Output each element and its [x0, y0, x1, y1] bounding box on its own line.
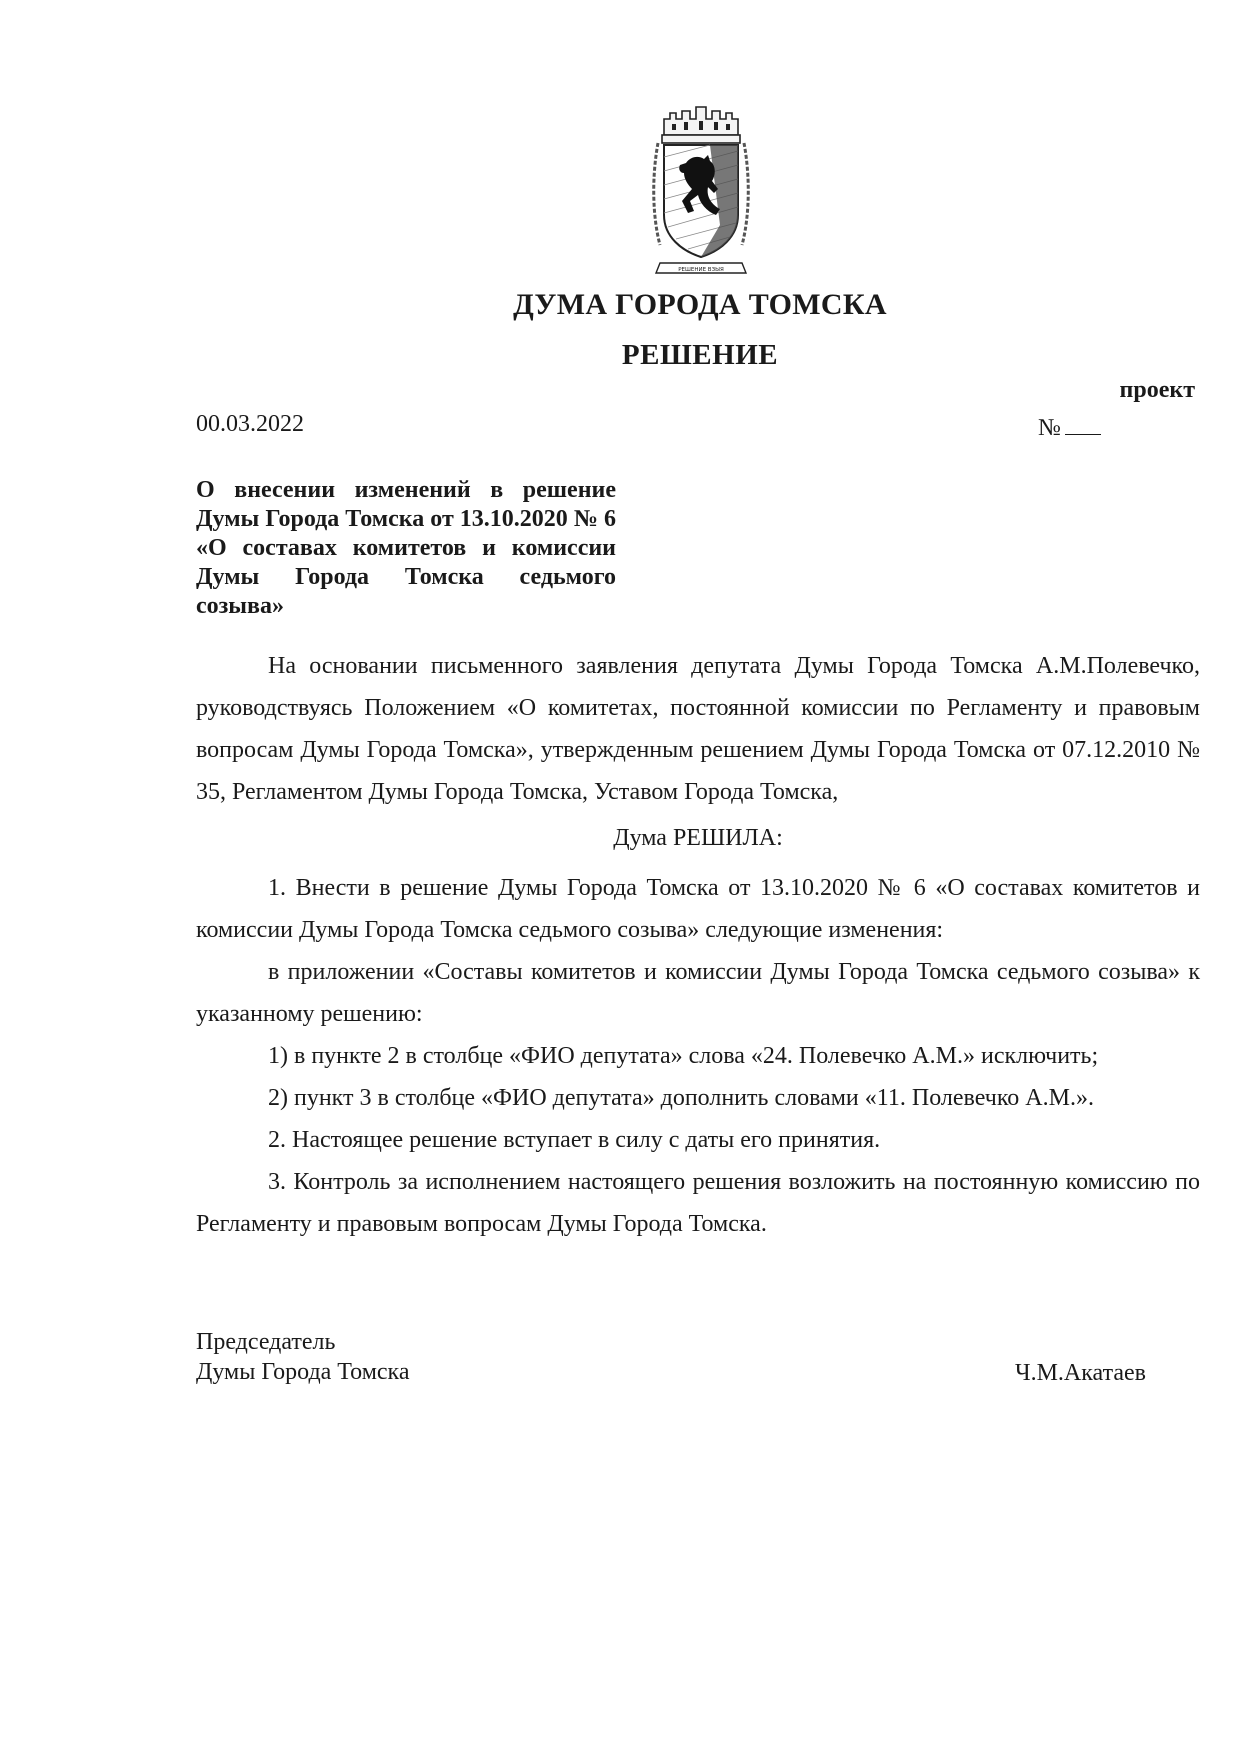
- signer-position-line-1: Председатель: [196, 1329, 336, 1355]
- item-1-sub-2-paragraph: 2) пункт 3 в столбце «ФИО депутата» дополнить словами «11. Полевечко А.М.».: [268, 1085, 1094, 1111]
- signer-position: [196, 1327, 410, 1387]
- resolved-heading: Дума РЕШИЛА:: [613, 825, 783, 851]
- signer-position-line-2: Думы Города Томска: [196, 1359, 410, 1385]
- item-1-intro-paragraph: в приложении «Составы комитетов и комиссии Думы Города Томска седьмого созыва» к указанному решению:: [196, 959, 1200, 1027]
- document-subject: О внесении изменений в решение Думы Города Томска от 13.10.2020 № 6 «О составах комитетов и комиссии Думы Города Томска седьмого созыва»: [196, 477, 616, 619]
- organization-title: ДУМА ГОРОДА ТОМСКА: [513, 288, 887, 321]
- item-1-paragraph: 1. Внести в решение Думы Города Томска от 13.10.2020 № 6 «О составах комитетов и комиссии Думы Города Томска седьмого созыва» следующие изменения:: [196, 875, 1200, 943]
- document-body: [196, 645, 1200, 1245]
- item-1-sub-1-paragraph: 1) в пункте 2 в столбце «ФИО депутата» слова «24. Полевечко А.М.» исключить;: [268, 1043, 1099, 1069]
- document-type: РЕШЕНИЕ: [621, 339, 779, 371]
- project-label: проект: [1119, 377, 1195, 403]
- tomsk-coat-of-arms-icon: [650, 105, 752, 281]
- emblem-motto: РЕШЕНИЕ ВЗЫЯ: [678, 267, 724, 273]
- number-blank-line: [1065, 414, 1101, 435]
- number-label: №: [1038, 415, 1061, 441]
- document-number: [1038, 414, 1101, 442]
- item-2-paragraph: 2. Настоящее решение вступает в силу с даты его принятия.: [268, 1127, 881, 1153]
- signer-name: Ч.М.Акатаев: [1014, 1360, 1146, 1386]
- preamble-paragraph: На основании письменного заявления депутата Думы Города Томска А.М.Полевечко, руководствуясь Положением «О комитетах, постоянной комиссии по Регламенту и правовым вопросам Думы Города Томска», утвержденным решением Думы Города Томска от 07.12.2010 № 35, Регламентом Думы Города Томска, Уставом Города Томска,: [196, 653, 1200, 805]
- document-date: 00.03.2022: [196, 411, 304, 437]
- item-3-paragraph: 3. Контроль за исполнением настоящего решения возложить на постоянную комиссию по Регламенту и правовым вопросам Думы Города Томска.: [196, 1169, 1200, 1237]
